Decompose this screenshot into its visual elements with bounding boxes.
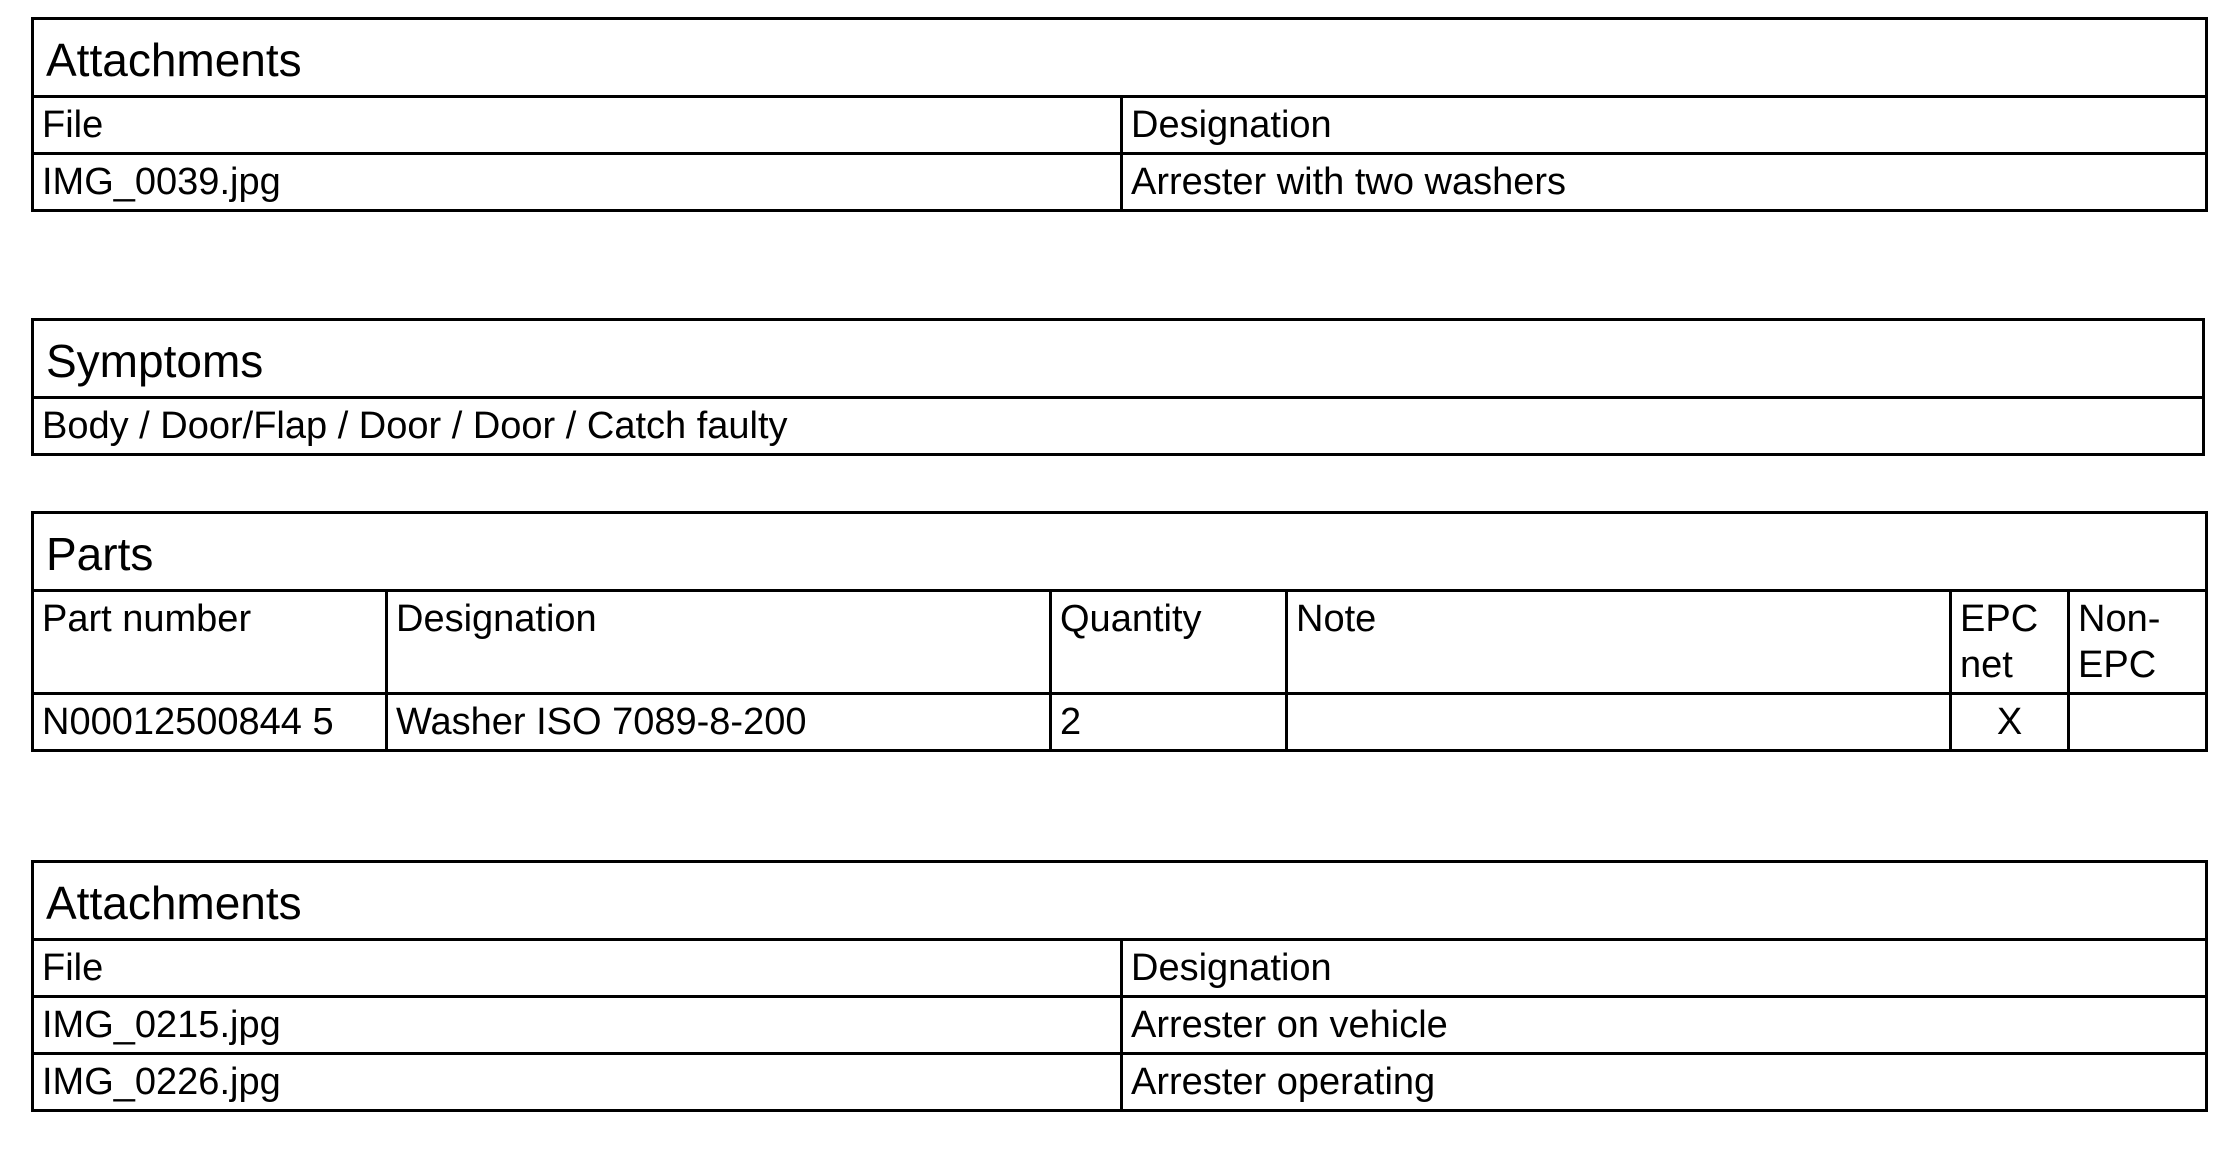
non-epc-cell	[2069, 694, 2207, 751]
table-row	[33, 997, 2207, 1054]
column-header-part-number: Part number	[33, 591, 387, 694]
column-header-note: Note	[1287, 591, 1951, 694]
file-cell: IMG_0226.jpg	[33, 1054, 1122, 1111]
column-header-quantity: Quantity	[1051, 591, 1287, 694]
file-cell: IMG_0039.jpg	[33, 154, 1122, 211]
table-row	[33, 398, 2204, 455]
table-row	[33, 1054, 2207, 1111]
designation-cell: Arrester with two washers	[1122, 154, 2207, 211]
table-header-row	[33, 591, 2207, 694]
quantity-cell: 2	[1051, 694, 1287, 751]
column-header-file: File	[33, 940, 1122, 997]
column-header-epc-net: EPC net	[1951, 591, 2069, 694]
note-cell	[1287, 694, 1951, 751]
attachments-title: Attachments	[33, 862, 2207, 940]
file-cell: IMG_0215.jpg	[33, 997, 1122, 1054]
designation-cell: Arrester operating	[1122, 1054, 2207, 1111]
epc-net-cell: X	[1951, 694, 2069, 751]
table-header-row	[33, 97, 2207, 154]
table-header-row	[33, 940, 2207, 997]
column-header-designation: Designation	[1122, 97, 2207, 154]
attachments-table-1	[31, 17, 2208, 212]
parts-table	[31, 511, 2208, 752]
symptoms-title: Symptoms	[33, 320, 2204, 398]
table-row	[33, 694, 2207, 751]
part-number-cell: N00012500844 5	[33, 694, 387, 751]
designation-cell: Washer ISO 7089-8-200	[387, 694, 1051, 751]
symptoms-table	[31, 318, 2205, 456]
table-row	[33, 154, 2207, 211]
designation-cell: Arrester on vehicle	[1122, 997, 2207, 1054]
column-header-non-epc: Non-EPC	[2069, 591, 2207, 694]
column-header-designation: Designation	[1122, 940, 2207, 997]
symptom-path: Body / Door/Flap / Door / Door / Catch faulty	[33, 398, 2204, 455]
attachments-title: Attachments	[33, 19, 2207, 97]
parts-title: Parts	[33, 513, 2207, 591]
column-header-file: File	[33, 97, 1122, 154]
attachments-table-2	[31, 860, 2208, 1112]
column-header-designation: Designation	[387, 591, 1051, 694]
